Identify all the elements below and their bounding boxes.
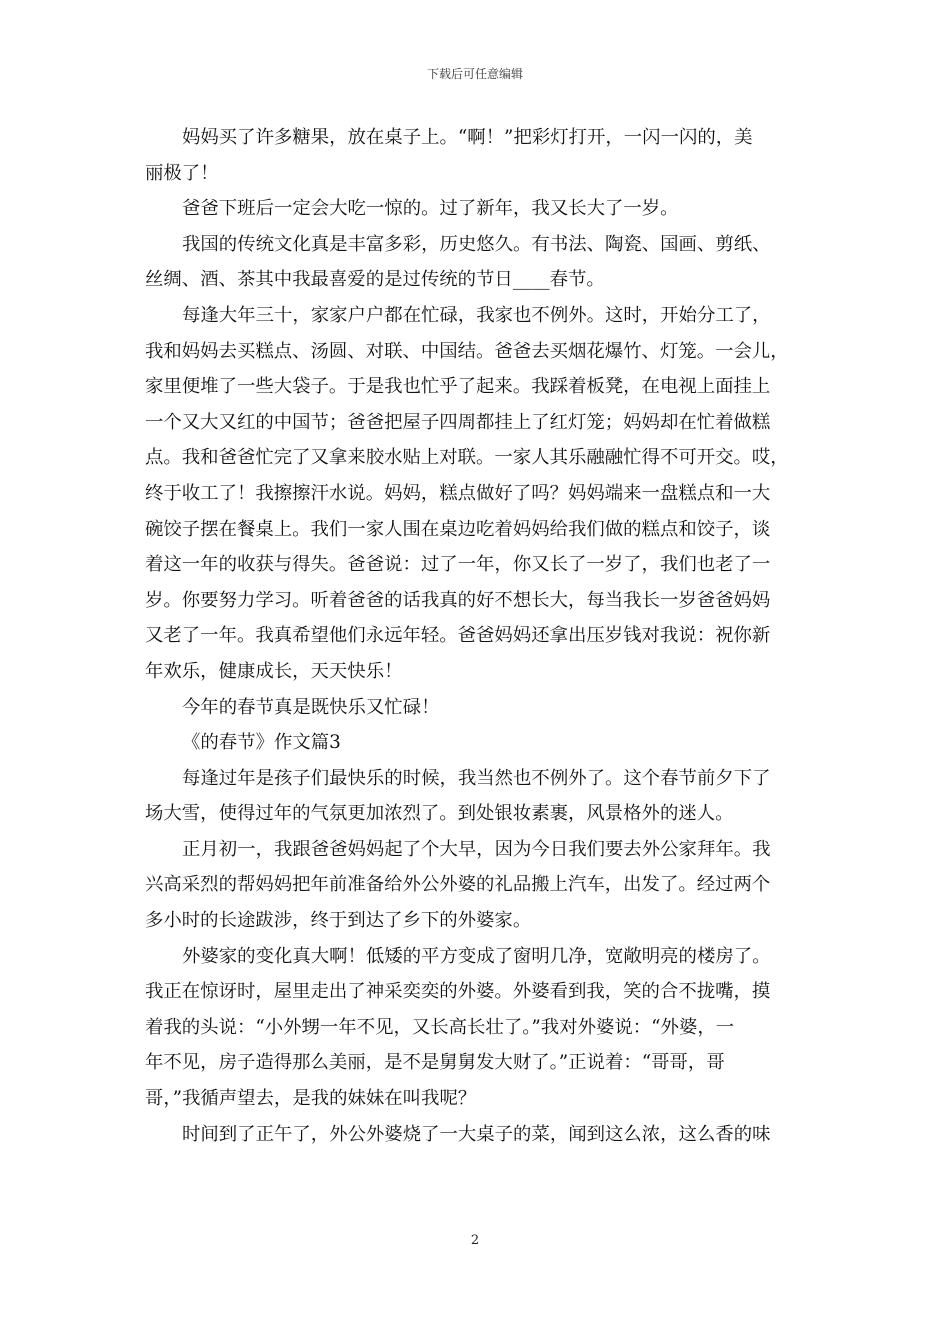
text-line: 我国的传统文化真是丰富多彩，历史悠久。有书法、陶瓷、国画、剪纸、 [182,233,771,255]
text-line: 年不见，房子造得那么美丽，是不是舅舅发大财了。”正说着：“哥哥，哥 [145,1052,725,1074]
paragraph [145,120,813,191]
text-line: 丽极了！ [145,162,219,184]
text-line: 哥，”我循声望去，是我的妹妹在叫我呢？ [145,1088,477,1110]
text-line: 我和妈妈去买糕点、汤圆、对联、中国结。爸爸去买烟花爆竹、灯笼。一会儿， [145,340,789,362]
paragraph [145,191,813,227]
text-line: 爸爸下班后一定会大吃一惊的。过了新年，我又长大了一岁。 [182,198,679,220]
text-line: 丝绸、酒、茶其中我最喜爱的是过传统的节日____春节。 [145,269,605,291]
text-line: 着这一年的收获与得失。爸爸说：过了一年，你又长了一岁了，我们也老了一 [145,554,771,576]
paragraph [145,761,813,832]
text-line: 多小时的长途跋涉，终于到达了乡下的外婆家。 [145,910,532,932]
text-line: 外婆家的变化真大啊！低矮的平方变成了窗明几净，宽敞明亮的楼房了。 [182,945,771,967]
text-line: 每逢过年是孩子们最快乐的时候，我当然也不例外了。这个春节前夕下了 [182,767,771,789]
page-number: 2 [470,1233,480,1248]
page-header-note: 下载后可任意编辑 [426,67,523,81]
text-line: 时间到了正午了，外公外婆烧了一大桌子的菜，闻到这么浓，这么香的味 [182,1123,771,1145]
text-line: 终于收工了！我擦擦汗水说。妈妈，糕点做好了吗？妈妈端来一盘糕点和一大 [145,482,771,504]
text-line: 我正在惊讶时，屋里走出了神采奕奕的外婆。外婆看到我，笑的合不拢嘴，摸 [145,981,771,1003]
text-line: 碗饺子摆在餐桌上。我们一家人围在桌边吃着妈妈给我们做的糕点和饺子，谈 [145,518,771,540]
text-line: 场大雪，使得过年的气氛更加浓烈了。到处银妆素裹，风景格外的迷人。 [145,803,734,825]
paragraph [145,725,813,761]
paragraph [145,690,813,726]
text-line: 点。我和爸爸忙完了又拿来胶水贴上对联。一家人其乐融融忙得不可开交。哎， [145,447,789,469]
text-line: 兴高采烈的帮妈妈把年前准备给外公外婆的礼品搬上汽车，出发了。经过两个 [145,874,771,896]
text-line: 正月初一，我跟爸爸妈妈起了个大早，因为今日我们要去外公家拜年。我 [182,838,771,860]
text-line: 年欢乐，健康成长，天天快乐！ [145,660,403,682]
paragraph [145,832,813,939]
document-body [145,120,813,1152]
text-line: 今年的春节真是既快乐又忙碌！ [182,696,440,718]
paragraph [145,1117,813,1153]
text-line: 《的春节》作文篇3 [182,732,341,754]
text-line: 每逢大年三十，家家户户都在忙碌，我家也不例外。这时，开始分工了， [182,304,771,326]
text-line: 妈妈买了许多糖果，放在桌子上。“啊！”把彩灯打开，一闪一闪的，美 [182,127,753,148]
text-line: 家里便堆了一些大袋子。于是我也忙乎了起来。我踩着板凳，在电视上面挂上 [145,376,771,398]
paragraph [145,227,813,298]
paragraph [145,298,813,690]
text-line: 一个又大又红的中国节；爸爸把屋子四周都挂上了红灯笼；妈妈却在忙着做糕 [145,411,771,433]
text-line: 岁。你要努力学习。听着爸爸的话我真的好不想长大，每当我长一岁爸爸妈妈 [145,589,771,611]
text-line: 着我的头说：“小外甥一年不见，又长高长壮了。”我对外婆说：“外婆，一 [145,1016,735,1038]
text-line: 又老了一年。我真希望他们永远年轻。爸爸妈妈还拿出压岁钱对我说：祝你新 [145,625,771,647]
paragraph [145,939,813,1117]
